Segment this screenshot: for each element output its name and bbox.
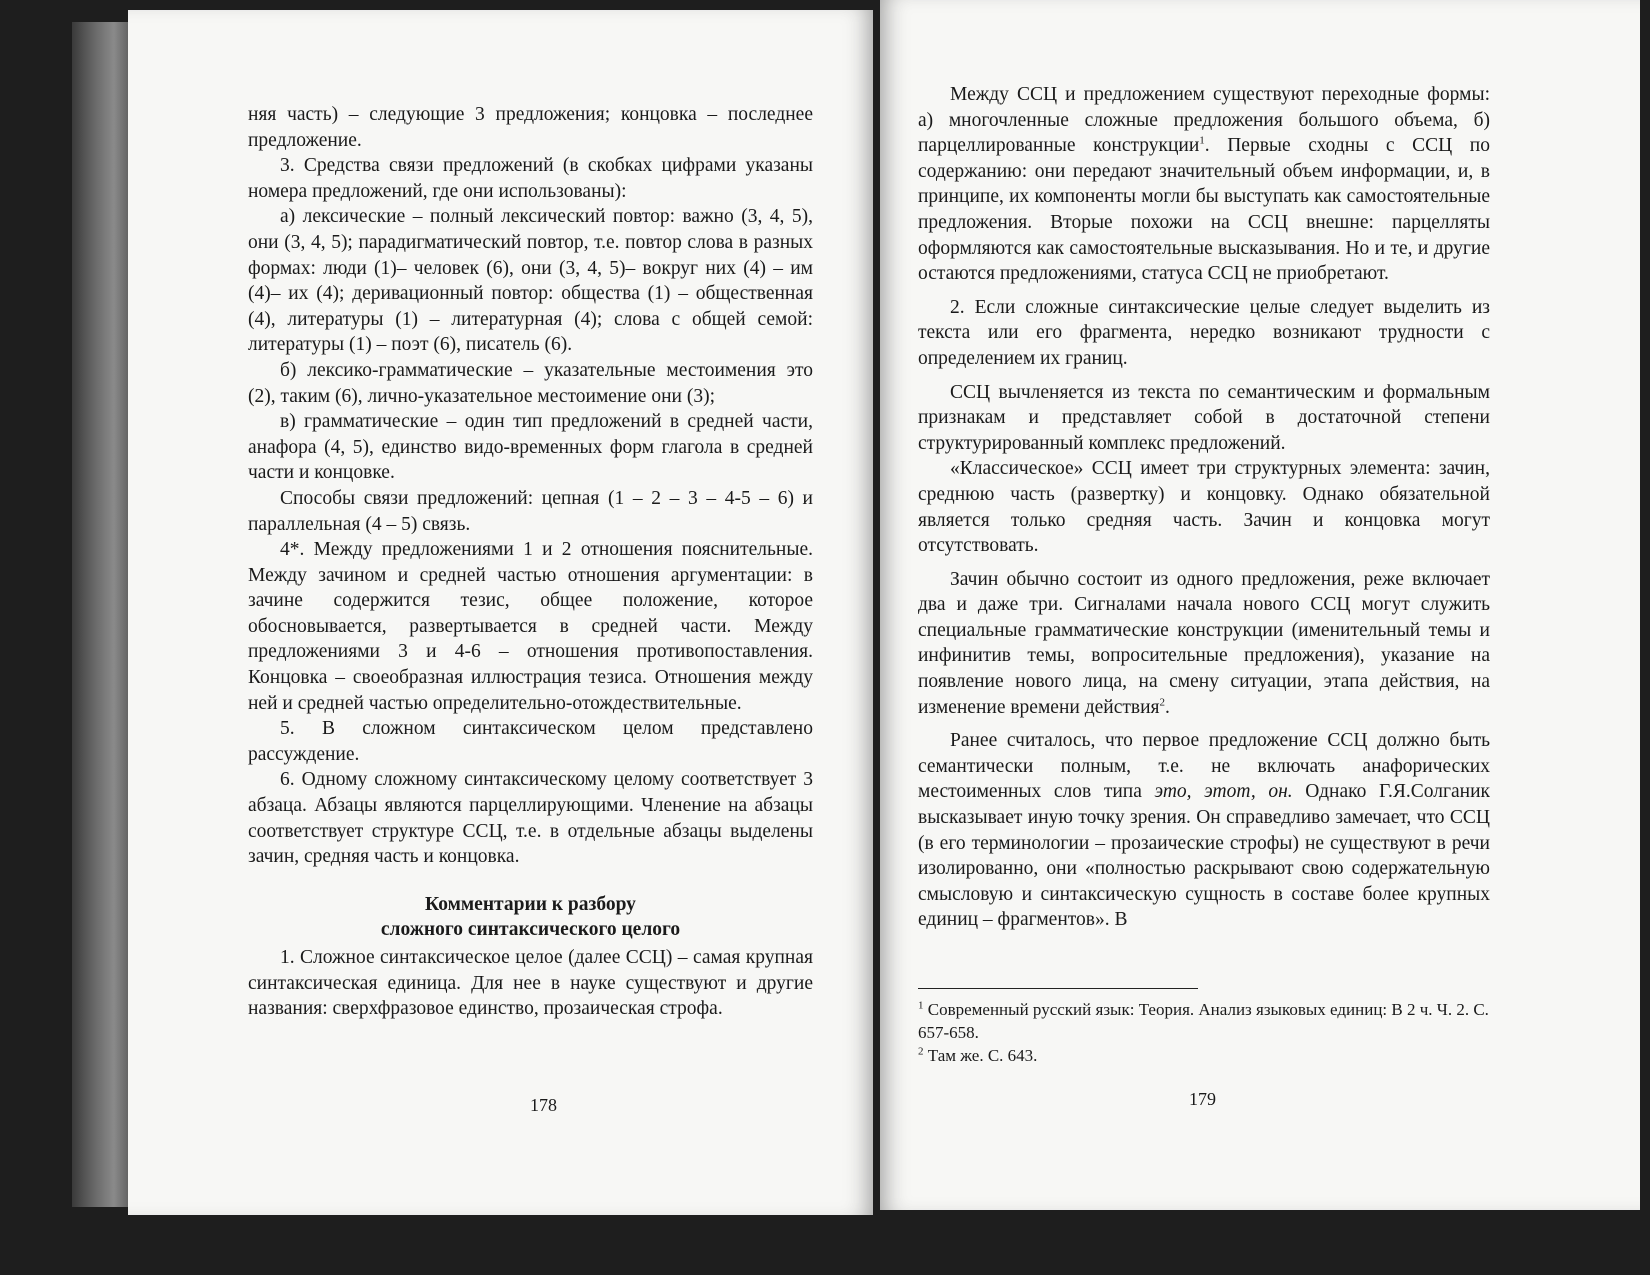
text-run: Однако Г.Я.Солганик высказывает иную точку зрения. Он справедливо замечает, что ССЦ (в его терминологии – прозаические строфы) не существуют в речи изолированно, они «полностью раскрывают свою содержательную смысловую и синтаксическую сущность в составе более крупных единиц – фрагментов». В — [918, 781, 1490, 931]
paragraph: Способы связи предложений: цепная (1 – 2 – 3 – 4-5 – 6) и параллельная (4 – 5) связь. — [248, 487, 813, 535]
paragraph: 5. В сложном синтаксическом целом представлено рассуждение. — [248, 718, 813, 765]
section-heading-line1: Комментарии к разбору — [425, 893, 636, 915]
paragraph: няя часть) – следующие 3 предложения; концовка – последнее предложение. — [248, 104, 813, 151]
paragraph: 3. Средства связи предложений (в скобках цифрами указаны номера предложений, где они использованы): — [248, 155, 813, 202]
paragraph: 2. Если сложные синтаксические целые следует выделить из текста или его фрагмента, нередко возникают трудности с определением их границ. — [918, 296, 1490, 369]
left-page — [128, 10, 873, 1215]
text-run: Ранее считалось, что первое предложение ССЦ должно быть семантически полным, т.е. не включать анафорических местоименных слов типа — [918, 730, 1490, 803]
footnote-number: 2 — [918, 1045, 924, 1058]
paragraph — [918, 728, 1490, 933]
paragraph: в) грамматические – один тип предложений в средней части, анафора (4, 5), единство видо-временных форм глагола в средней части и концовке. — [248, 411, 813, 484]
paragraph: ССЦ вычленяется из текста по семантическим и формальным признакам и представляет собой в достаточной степени структурированный комплекс предложений. — [918, 381, 1490, 454]
footnote-ref: 1 — [1199, 134, 1205, 147]
italic-run: это, этот, он. — [1154, 781, 1293, 803]
text-run: . — [1165, 696, 1170, 718]
footnote-number: 1 — [918, 999, 924, 1012]
footnotes — [918, 998, 1490, 1067]
page-number: 179 — [1189, 1089, 1216, 1109]
right-page — [880, 0, 1640, 1210]
book-page-edges — [72, 22, 132, 1207]
text-run: Между ССЦ и предложением существуют переходные формы: а) многочленные сложные предложения большого объема, б) парцеллированные конструкции — [918, 84, 1490, 157]
paragraph: б) лексико-грамматические – указательные местоимения это (2), таким (6), лично-указательное местоимение они (3); — [248, 359, 813, 407]
footnote-ref: 2 — [1159, 696, 1166, 709]
paragraph: «Классическое» ССЦ имеет три структурных элемента: зачин, среднюю часть (развертку) и концовку. Однако обязательной является только средняя часть. Зачин и концовка могут отсутствовать. — [918, 458, 1490, 557]
left-page-text — [248, 102, 813, 1022]
paragraph: 4*. Между предложениями 1 и 2 отношения пояснительные. Между зачином и средней частью отношения аргументации: в зачине содержится тезис, общее положение, которое обосновывается, развертывается в средней части. Между предложениями 3 и 4-6 – отношения противопоставления. Концовка – своеобразная иллюстрация тезиса. Отношения между ней и средней частью определительно-отождествительные. — [248, 539, 813, 714]
footnote-divider — [918, 988, 1198, 989]
paragraph: 1. Сложное синтаксическое целое (далее ССЦ) – самая крупная синтаксическая единица. Для нее в науке существуют и другие названия: сверхфразовое единство, прозаическая строфа. — [248, 947, 813, 1020]
text-run: Зачин обычно состоит из одного предложения, реже включает два и даже три. Сигналами начала нового ССЦ могут служить специальные грамматические конструкции (именительный темы и инфинитив темы, вопросительные предложения), указание на появление нового лица, на смену ситуации, этапа действия, на изменение времени действия — [918, 568, 1490, 718]
section-heading-line2: сложного синтаксического целого — [380, 919, 681, 941]
footnote — [918, 998, 1490, 1044]
page-number: 178 — [530, 1095, 557, 1115]
right-page-text — [918, 82, 1490, 933]
paragraph: 6. Одному сложному синтаксическому целому соответствует 3 абзаца. Абзацы являются парцеллирующими. Членение на абзацы соответствует структуре ССЦ, т.е. в отдельные абзацы выделены зачин, средняя часть и концовка. — [248, 769, 813, 868]
text-run: . Первые сходны с ССЦ по содержанию: они передают значительный объем информации, и, в принципе, их компоненты могли бы выступать как самостоятельные предложения. Вторые похожи на ССЦ внешне: парцелляты оформляются как самостоятельные высказывания. Но и те, и другие остаются предложениями, статуса ССЦ не приобретают. — [918, 135, 1490, 285]
paragraph — [918, 82, 1490, 287]
footnote-text: Там же. С. 643. — [923, 1046, 1038, 1065]
paragraph: а) лексические – полный лексический повтор: важно (3, 4, 5), они (3, 4, 5); парадигматический повтор, т.е. повтор слова в разных формах: люди (1)– человек (6), они (3, 4, 5)– вокруг них (4) – им (4)– их (4); деривационный повтор: общества (1) – общественная (4), литературы (1) – литературная (4); слова с общей семой: литературы (1) – поэт (6), писатель (6). — [248, 206, 813, 356]
paragraph — [918, 567, 1490, 721]
section-heading — [248, 892, 813, 943]
footnote — [918, 1044, 1490, 1067]
footnote-text: Современный русский язык: Теория. Анализ языковых единиц: В 2 ч. Ч. 2. С. 657-658. — [918, 1000, 1489, 1042]
